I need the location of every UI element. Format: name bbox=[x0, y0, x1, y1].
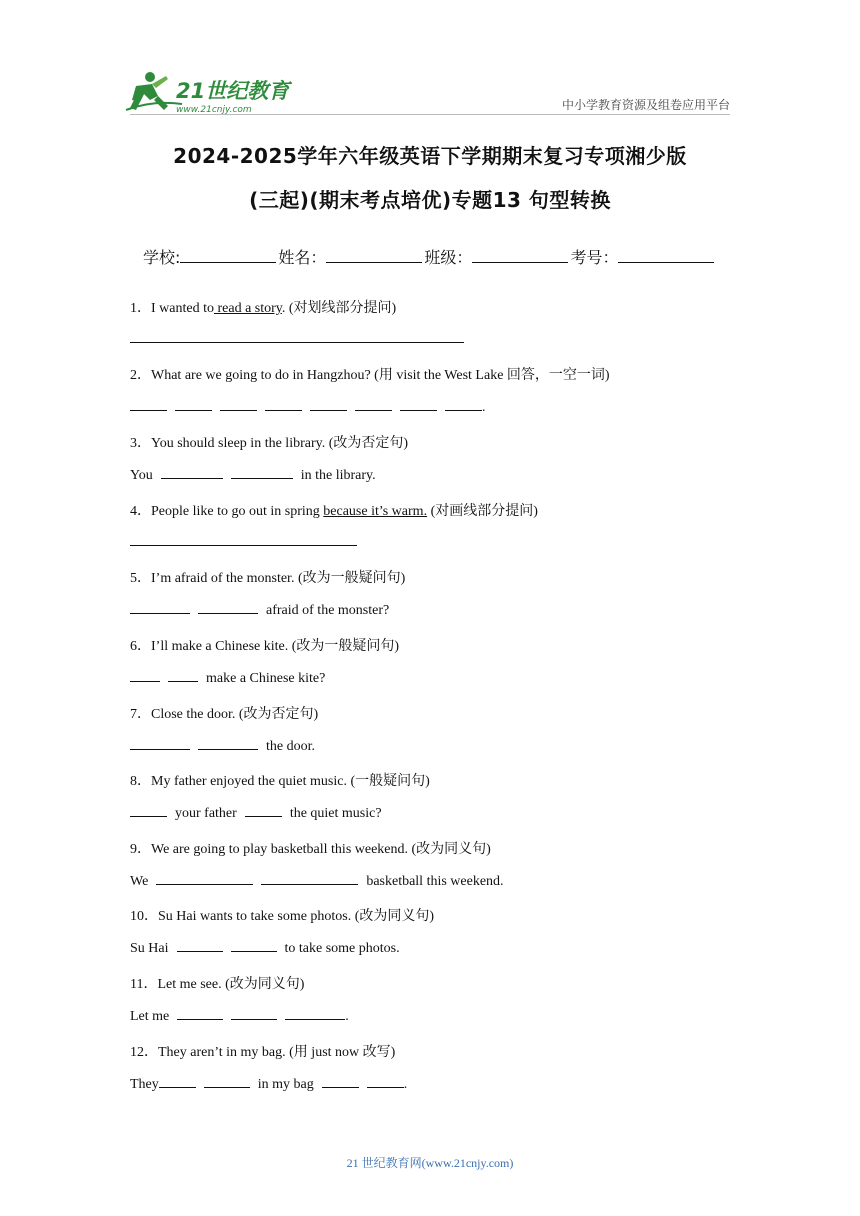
name-label: 姓名： bbox=[278, 248, 327, 267]
answer-blank[interactable] bbox=[130, 398, 167, 411]
answer-blank[interactable] bbox=[261, 872, 358, 885]
answer-3: You in the library. bbox=[130, 468, 376, 483]
school-label: 学校: bbox=[143, 248, 181, 267]
answer-blank[interactable] bbox=[198, 737, 258, 750]
answer-blank[interactable] bbox=[322, 1075, 359, 1088]
student-info bbox=[143, 245, 716, 268]
question-10: 10．Su Hai wants to take some photos. (改为同义句) bbox=[130, 909, 435, 924]
number-field[interactable] bbox=[618, 248, 714, 263]
question-7: 7．Close the door. (改为否定句) bbox=[130, 707, 319, 722]
answer-11: Let me . bbox=[130, 1009, 349, 1024]
answer-blank[interactable] bbox=[130, 601, 190, 614]
answer-blank[interactable] bbox=[161, 466, 223, 479]
answer-1 bbox=[130, 330, 464, 348]
answer-blank[interactable] bbox=[159, 1075, 196, 1088]
question-2: 2．What are we going to do in Hangzhou? (用 visit the West Lake 回答，一空一词) bbox=[130, 368, 610, 383]
logo-url: www.21cnjy.com bbox=[176, 105, 252, 115]
question-3: 3．You should sleep in the library. (改为否定句) bbox=[130, 436, 409, 451]
question-5: 5．I’m afraid of the monster. (改为一般疑问句) bbox=[130, 571, 406, 586]
answer-blank[interactable] bbox=[245, 804, 282, 817]
underlined-part: read a story bbox=[213, 301, 282, 316]
answer-blank[interactable] bbox=[130, 804, 167, 817]
answer-blank[interactable] bbox=[231, 1007, 277, 1020]
answer-6: make a Chinese kite? bbox=[130, 669, 325, 687]
answer-blank[interactable] bbox=[130, 533, 357, 546]
answer-blank[interactable] bbox=[130, 669, 160, 682]
answer-blank[interactable] bbox=[130, 330, 464, 343]
class-field[interactable] bbox=[472, 248, 568, 263]
answer-blank[interactable] bbox=[310, 398, 347, 411]
answer-blank[interactable] bbox=[156, 872, 253, 885]
question-11: 11．Let me see. (改为同义句) bbox=[130, 977, 305, 992]
answer-blank[interactable] bbox=[168, 669, 198, 682]
answer-blank[interactable] bbox=[355, 398, 392, 411]
answer-blank[interactable] bbox=[177, 939, 223, 952]
question-1: 1．I wanted to read a story. (对划线部分提问) bbox=[130, 301, 397, 316]
question-12: 12．They aren’t in my bag. (用 just now 改写) bbox=[130, 1045, 396, 1060]
answer-blank[interactable] bbox=[231, 466, 293, 479]
school-field[interactable] bbox=[180, 248, 276, 263]
answer-12: They in my bag . bbox=[130, 1077, 408, 1092]
answer-blank[interactable] bbox=[204, 1075, 250, 1088]
answer-9: We basketball this weekend. bbox=[130, 874, 504, 889]
answer-blank[interactable] bbox=[445, 398, 482, 411]
title-line-2: (三起)(期末考点培优)专题13 句型转换 bbox=[249, 188, 611, 212]
question-9: 9．We are going to play basketball this weekend. (改为同义句) bbox=[130, 842, 491, 857]
answer-blank[interactable] bbox=[220, 398, 257, 411]
class-label: 班级： bbox=[424, 248, 473, 267]
answer-4 bbox=[130, 533, 357, 551]
answer-blank[interactable] bbox=[231, 939, 277, 952]
answer-blank[interactable] bbox=[367, 1075, 404, 1088]
answer-blank[interactable] bbox=[177, 1007, 223, 1020]
footer-link[interactable]: 21 世纪教育网(www.21cnjy.com) bbox=[346, 1156, 514, 1170]
name-field[interactable] bbox=[326, 248, 422, 263]
logo-text: 21世纪教育 bbox=[176, 79, 290, 103]
answer-2: . bbox=[130, 398, 486, 416]
logo bbox=[122, 70, 297, 116]
answer-blank[interactable] bbox=[265, 398, 302, 411]
answer-8: your father the quiet music? bbox=[130, 804, 382, 822]
answer-5: afraid of the monster? bbox=[130, 601, 389, 619]
answer-blank[interactable] bbox=[175, 398, 212, 411]
answer-7: the door. bbox=[130, 737, 315, 755]
answer-blank[interactable] bbox=[198, 601, 258, 614]
platform-name: 中小学教育资源及组卷应用平台 bbox=[561, 98, 730, 112]
title-line-1: 2024-2025学年六年级英语下学期期末复习专项湘少版 bbox=[173, 144, 687, 168]
answer-blank[interactable] bbox=[400, 398, 437, 411]
question-6: 6．I’ll make a Chinese kite. (改为一般疑问句) bbox=[130, 639, 400, 654]
answer-10: Su Hai to take some photos. bbox=[130, 941, 400, 956]
underlined-part: because it’s warm. bbox=[323, 504, 428, 519]
header-divider bbox=[130, 114, 730, 115]
answer-blank[interactable] bbox=[130, 737, 190, 750]
runner-icon bbox=[126, 72, 182, 110]
number-label: 考号： bbox=[570, 248, 619, 267]
answer-blank[interactable] bbox=[285, 1007, 345, 1020]
question-4: 4．People like to go out in spring because it’s warm. (对画线部分提问) bbox=[130, 504, 538, 519]
question-8: 8．My father enjoyed the quiet music. (一般疑问句) bbox=[130, 774, 430, 789]
